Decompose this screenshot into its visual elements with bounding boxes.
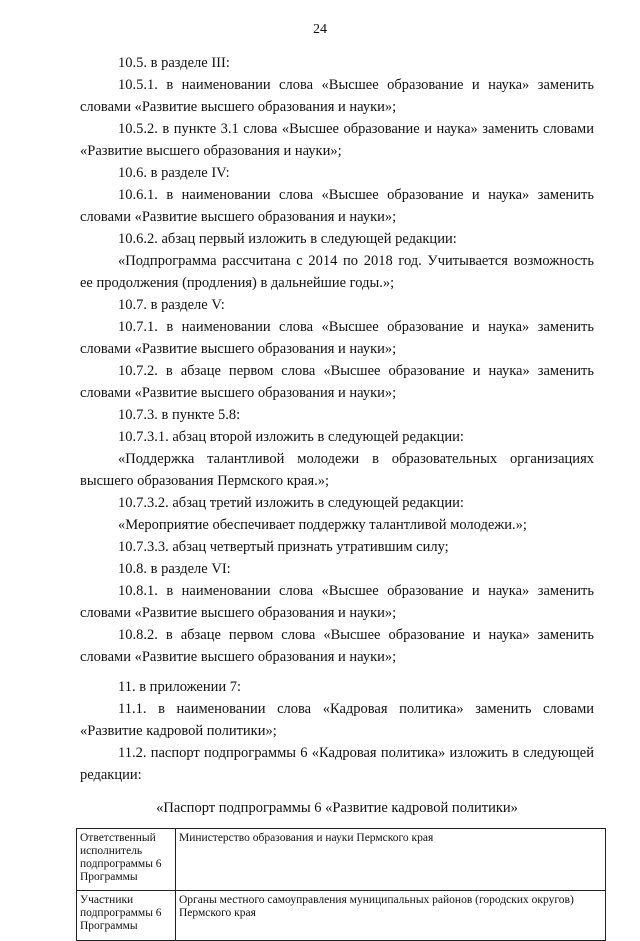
paragraph-10-8: 10.8. в разделе VI: [118, 561, 231, 577]
table-cell-value: Министерство образования и науки Пермского края [176, 829, 606, 891]
table-title: «Паспорт подпрограммы 6 «Развитие кадровой политики» [156, 800, 518, 816]
table-cell-value: Органы местного самоуправления муниципальных районов (городских округов) Пермского края [176, 891, 606, 941]
paragraph-10-5-1: 10.5.1. в наименовании слова «Высшее образование и наука» заменить словами «Развитие высшего образования и науки»; [80, 77, 594, 115]
paragraph-10-7-3-2: 10.7.3.2. абзац третий изложить в следующей редакции: [118, 495, 464, 511]
table-row [77, 891, 606, 941]
paragraph-10-6-1: 10.6.1. в наименовании слова «Высшее образование и наука» заменить словами «Развитие высшего образования и науки»; [80, 187, 594, 225]
table-cell-label: Участники подпрограммы 6 Программы [77, 891, 176, 941]
paragraph-10-7-3-1: 10.7.3.1. абзац второй изложить в следующей редакции: [118, 429, 464, 445]
paragraph-10-6: 10.6. в разделе IV: [118, 165, 230, 181]
paragraph-11-1: 11.1. в наименовании слова «Кадровая политика» заменить словами «Развитие кадровой политики»; [80, 701, 594, 739]
paragraph-10-6-2: 10.6.2. абзац первый изложить в следующей редакции: [118, 231, 457, 247]
paragraph-10-5: 10.5. в разделе III: [118, 55, 230, 71]
document-body [80, 52, 594, 941]
paragraph-11-2: 11.2. паспорт подпрограммы 6 «Кадровая политика» изложить в следующей редакции: [80, 745, 594, 783]
paragraph-11: 11. в приложении 7: [118, 679, 242, 695]
subprogram-passport-table [76, 828, 606, 941]
table-cell-label: Ответственный исполнитель подпрограммы 6 Программы [77, 829, 176, 891]
paragraph-10-7-3: 10.7.3. в пункте 5.8: [118, 407, 241, 423]
paragraph-10-7: 10.7. в разделе V: [118, 297, 225, 313]
paragraph-10-7-1: 10.7.1. в наименовании слова «Высшее образование и наука» заменить словами «Развитие высшего образования и науки»; [80, 319, 594, 357]
paragraph-quote-event: «Мероприятие обеспечивает поддержку талантливой молодежи.»; [118, 517, 527, 533]
paragraph-quote-subprogram: «Подпрограмма рассчитана с 2014 по 2018 год. Учитывается возможность ее продолжения (продления) в дальнейшие годы.»; [80, 253, 594, 291]
paragraph-quote-support: «Поддержка талантливой молодежи в образовательных организациях высшего образования Пермского края.»; [80, 451, 594, 489]
paragraph-10-7-3-3: 10.7.3.3. абзац четвертый признать утратившим силу; [118, 539, 449, 555]
table-row [77, 829, 606, 891]
paragraph-10-8-2: 10.8.2. в абзаце первом слова «Высшее образование и наука» заменить словами «Развитие высшего образования и науки»; [80, 627, 594, 665]
paragraph-10-8-1: 10.8.1. в наименовании слова «Высшее образование и наука» заменить словами «Развитие высшего образования и науки»; [80, 583, 594, 621]
paragraph-10-7-2: 10.7.2. в абзаце первом слова «Высшее образование и наука» заменить словами «Развитие высшего образования и науки»; [80, 363, 594, 401]
page-number: 24 [313, 22, 327, 37]
paragraph-10-5-2: 10.5.2. в пункте 3.1 слова «Высшее образование и наука» заменить словами «Развитие высшего образования и науки»; [80, 121, 594, 159]
